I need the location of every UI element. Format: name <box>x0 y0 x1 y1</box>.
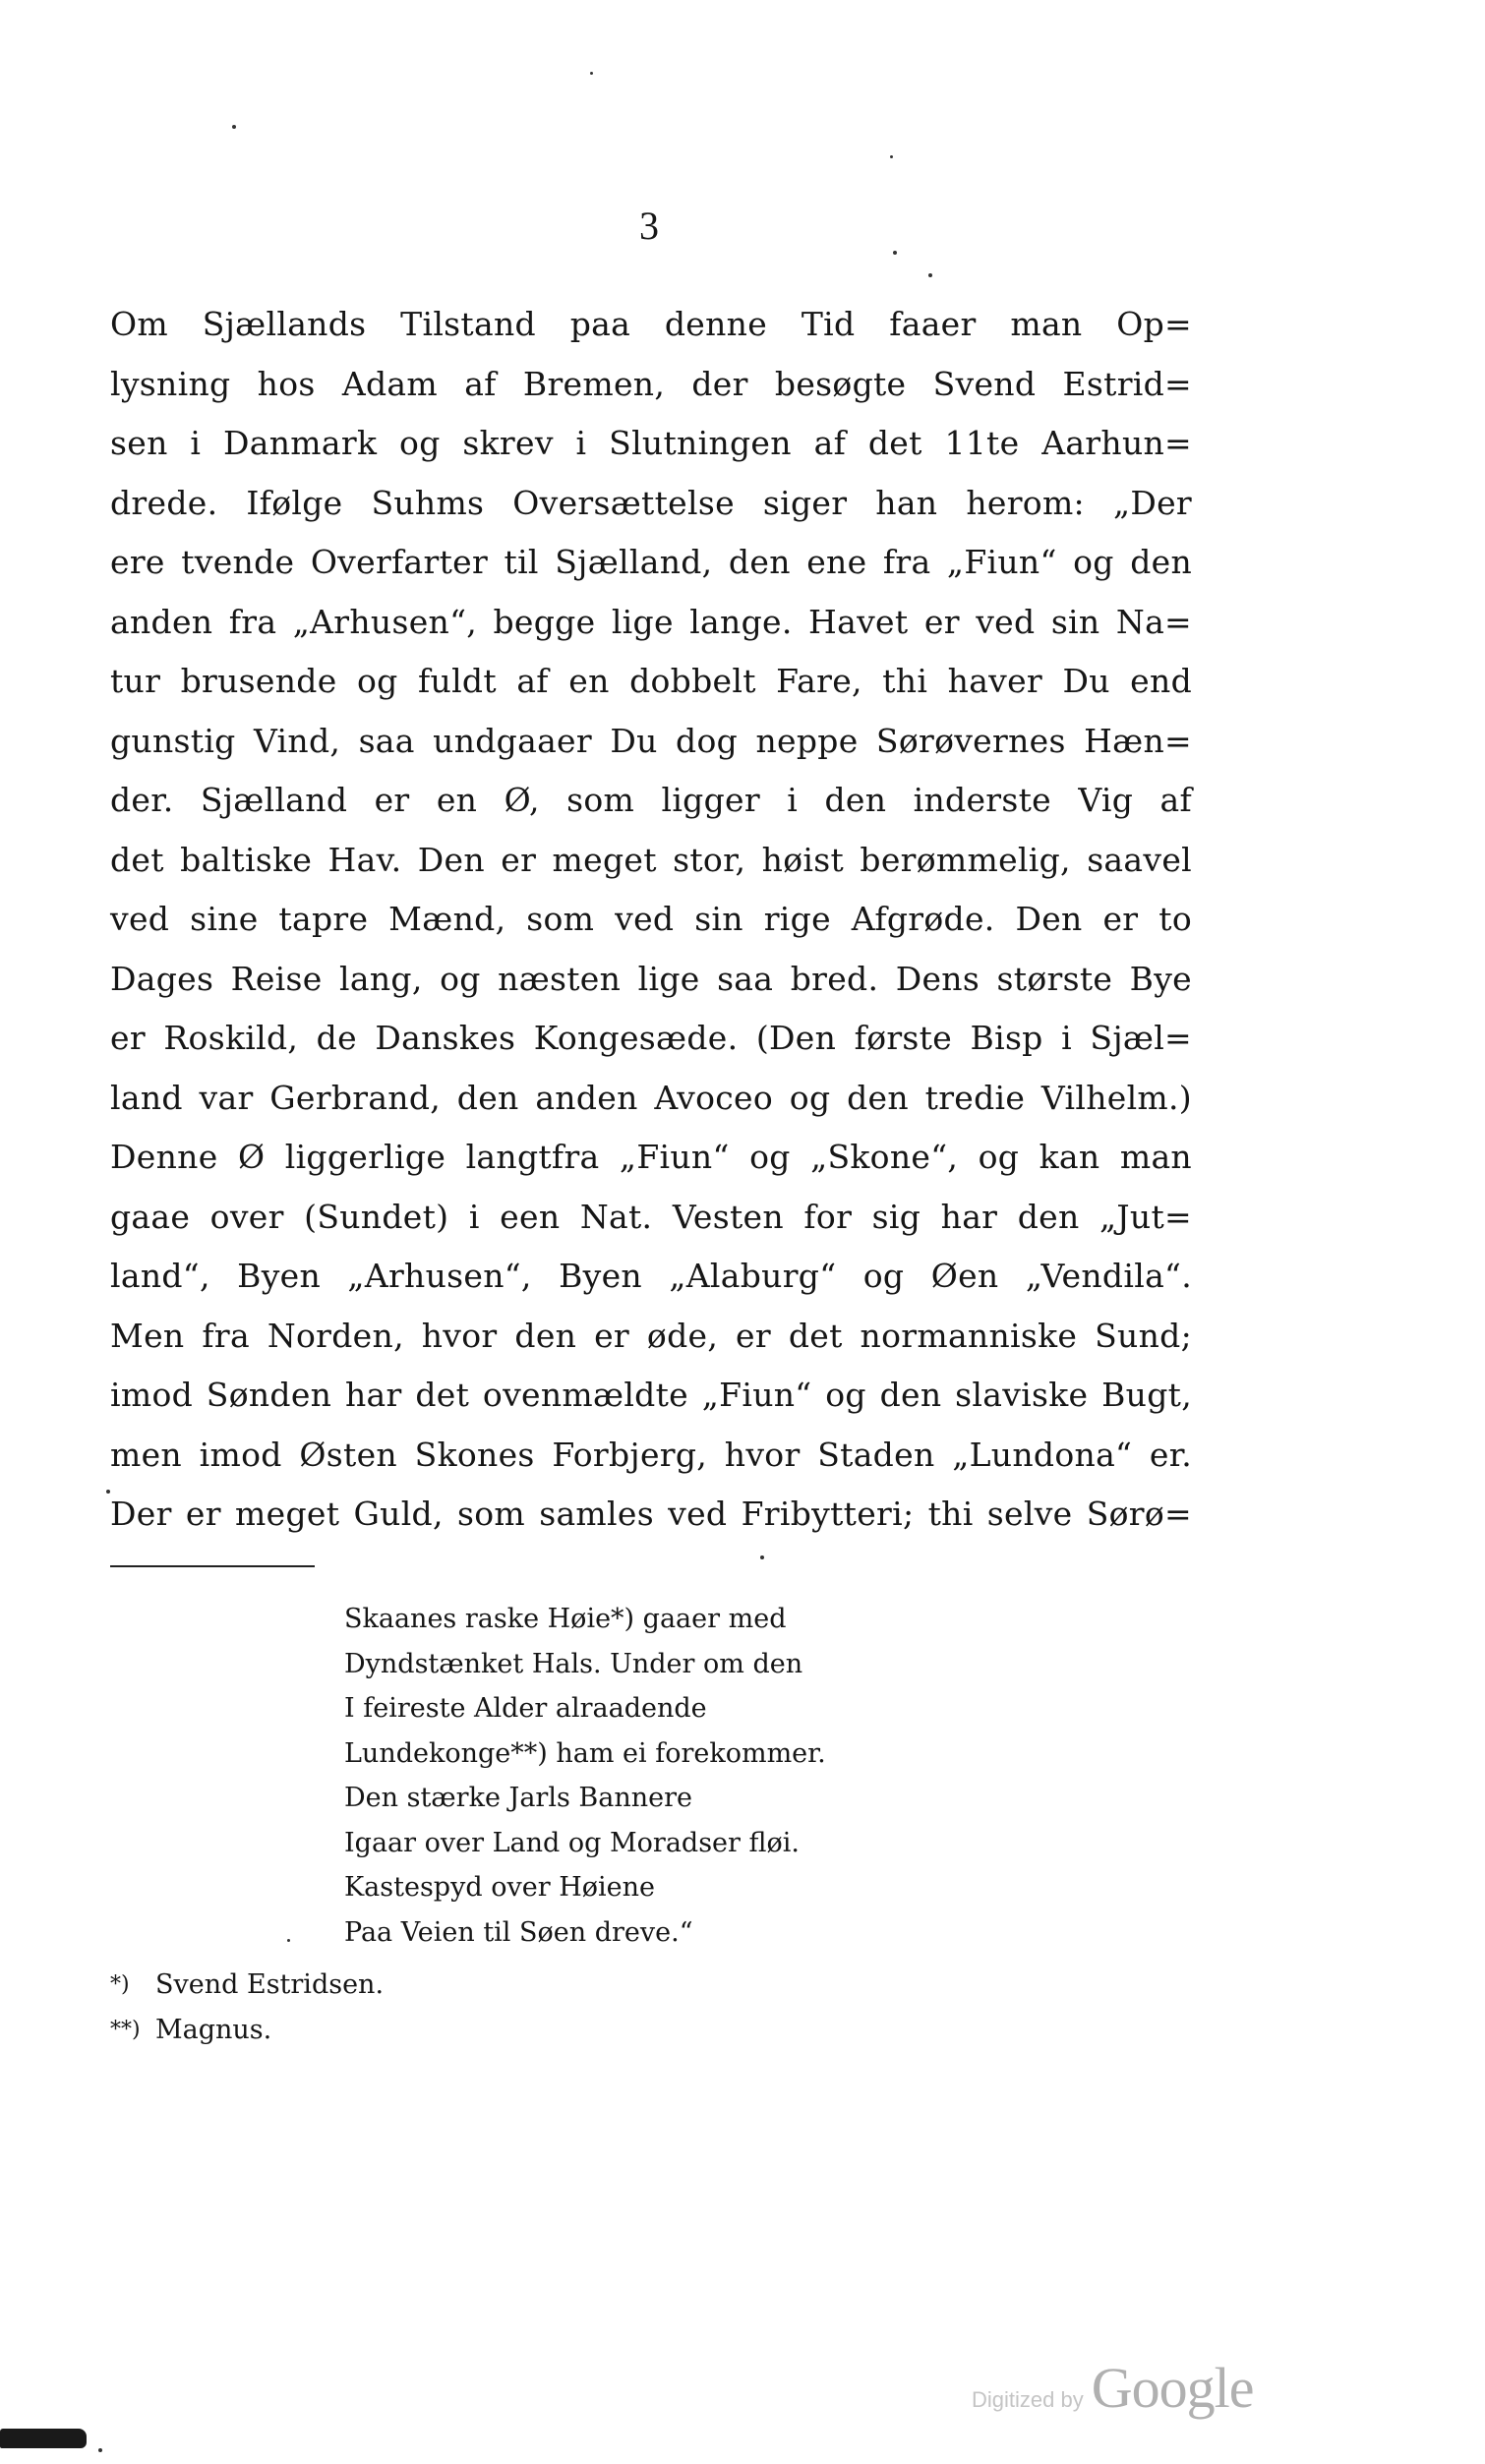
text-line: er Roskild, de Danskes Kongesæde. (Den første Bisp i Sjæl= <box>110 1019 1192 1057</box>
footnote-text: Svend Estridsen. <box>155 1969 385 2000</box>
verse-line: I feireste Alder alraadende <box>344 1693 707 1724</box>
text-line: Dages Reise lang, og næsten lige saa bred. Dens største Bye <box>110 959 1192 998</box>
scan-speck <box>232 125 236 129</box>
scan-speck <box>590 72 593 75</box>
text-line: gaae over (Sundet) i een Nat. Vesten for sig har den „Jut= <box>110 1197 1192 1236</box>
scan-speck <box>287 1939 290 1942</box>
text-line: Om Sjællands Tilstand paa denne Tid faaer man Op= <box>110 305 1192 343</box>
verse-line: Paa Veien til Søen dreve.“ <box>344 1916 693 1948</box>
footnote-rule <box>110 1565 315 1567</box>
footnote-marker: *) <box>110 1972 130 1997</box>
footnote <box>110 2008 700 2053</box>
watermark-logo: Google <box>1091 2356 1254 2420</box>
text-line: Der er meget Guld, som samles ved Fribytteri; thi selve Sørø= <box>110 1495 1192 1533</box>
verse-line: Kastespyd over Høiene <box>344 1872 655 1903</box>
digitization-watermark <box>972 2355 1253 2424</box>
verse-line: Skaanes raske Høie*) gaaer med <box>344 1604 787 1634</box>
verse-line: Dyndstænket Hals. Under om den <box>344 1648 803 1679</box>
text-line: sen i Danmark og skrev i Slutningen af det 11te Aarhun= <box>110 424 1192 462</box>
scan-edge-mark <box>0 2429 87 2448</box>
footnote-text: Magnus. <box>155 2015 272 2045</box>
footnote-marker: **) <box>110 2018 141 2042</box>
scan-speck <box>928 273 932 277</box>
text-line: Denne Ø liggerlige langtfra „Fiun“ og „Skone“, og kan man <box>110 1138 1192 1176</box>
text-line: land“, Byen „Arhusen“, Byen „Alaburg“ og Øen „Vendila“. <box>110 1257 1192 1295</box>
body-text <box>110 295 1192 1545</box>
text-line: men imod Østen Skones Forbjerg, hvor Staden „Lundona“ er. <box>110 1435 1192 1474</box>
text-line: tur brusende og fuldt af en dobbelt Fare, thi haver Du end <box>110 662 1192 700</box>
footnote <box>110 1963 700 2008</box>
watermark-prefix: Digitized by <box>972 2387 1084 2412</box>
scan-speck <box>760 1555 764 1559</box>
text-line: Men fra Norden, hvor den er øde, er det normanniske Sund; <box>110 1316 1192 1355</box>
text-line: ved sine tapre Mænd, som ved sin rige Afgrøde. Den er to <box>110 900 1192 938</box>
verse-line: Igaar over Land og Moradser fløi. <box>344 1827 801 1858</box>
scan-speck <box>106 1490 110 1494</box>
verse-line: Den stærke Jarls Bannere <box>344 1783 692 1813</box>
scan-speck <box>890 155 893 158</box>
text-line: lysning hos Adam af Bremen, der besøgte Svend Estrid= <box>110 364 1192 403</box>
text-line: drede. Ifølge Suhms Oversættelse siger han herom: „Der <box>110 483 1192 522</box>
text-line: anden fra „Arhusen“, begge lige lange. Havet er ved sin Na= <box>110 602 1192 641</box>
page-number: 3 <box>639 204 659 248</box>
text-line: der. Sjælland er en Ø, som ligger i den inderste Vig af <box>110 781 1192 819</box>
text-line: imod Sønden har det ovenmældte „Fiun“ og den slaviske Bugt, <box>110 1376 1192 1414</box>
text-line: det baltiske Hav. Den er meget stor, høist berømmelig, saavel <box>110 840 1192 879</box>
quoted-verse <box>344 1597 934 1955</box>
text-line: gunstig Vind, saa undgaaer Du dog neppe Sørøvernes Hæn= <box>110 721 1192 760</box>
footnotes <box>110 1963 700 2053</box>
scan-speck <box>98 2448 102 2452</box>
text-line: ere tvende Overfarter til Sjælland, den ene fra „Fiun“ og den <box>110 543 1192 581</box>
scan-speck <box>893 251 897 255</box>
text-line: land var Gerbrand, den anden Avoceo og den tredie Vilhelm.) <box>110 1078 1192 1117</box>
verse-line: Lundekonge**) ham ei forekommer. <box>344 1737 826 1769</box>
